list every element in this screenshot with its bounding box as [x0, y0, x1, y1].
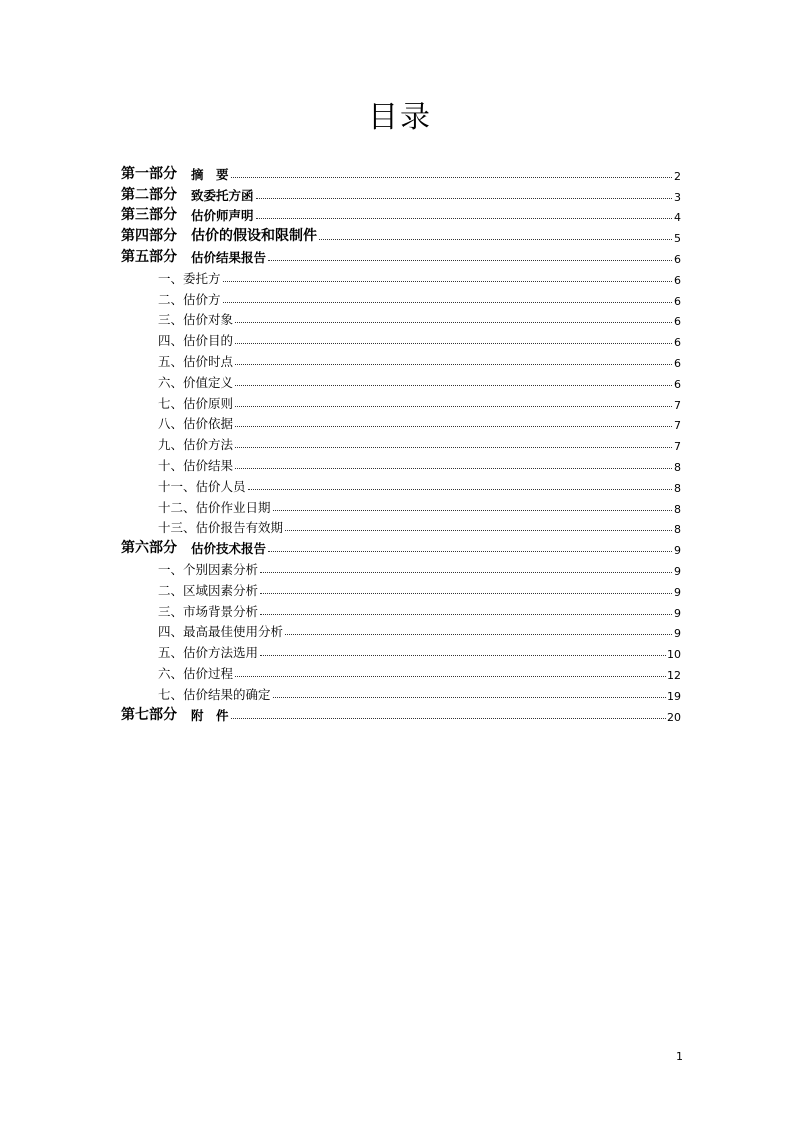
- toc-subsection-entry[interactable]: [121, 266, 681, 287]
- table-of-contents: [121, 162, 681, 724]
- toc-section-entry[interactable]: [121, 162, 681, 183]
- toc-entry-title: 估价师声明: [191, 208, 254, 224]
- dot-leader: [273, 697, 666, 698]
- toc-subsection-entry[interactable]: [121, 640, 681, 661]
- toc-page-number: 6: [674, 356, 681, 370]
- toc-subsection-entry[interactable]: [121, 682, 681, 703]
- dot-leader: [235, 385, 672, 386]
- toc-subsection-entry[interactable]: [121, 495, 681, 516]
- toc-page-number: 10: [667, 648, 681, 662]
- toc-page-number: 7: [674, 398, 681, 412]
- toc-page-number: 20: [667, 710, 681, 724]
- toc-page-number: 6: [674, 377, 681, 391]
- toc-entry-title: 七、估价原则: [158, 395, 234, 411]
- toc-entry-title: 致委托方函: [191, 187, 254, 203]
- toc-part-label: 第二部分: [121, 186, 177, 203]
- toc-page-number: 9: [674, 564, 681, 578]
- toc-subsection-entry[interactable]: [121, 557, 681, 578]
- toc-subsection-entry[interactable]: [121, 578, 681, 599]
- toc-entry-title: 四、估价目的: [158, 333, 234, 349]
- toc-subsection-entry[interactable]: [121, 412, 681, 433]
- dot-leader: [235, 426, 672, 427]
- toc-page-number: 8: [674, 481, 681, 495]
- dot-leader: [235, 406, 672, 407]
- toc-entry-title: 三、估价对象: [158, 312, 234, 328]
- toc-page-number: 2: [674, 169, 681, 183]
- toc-subsection-entry[interactable]: [121, 308, 681, 329]
- toc-page-number: 7: [674, 440, 681, 454]
- toc-section-entry[interactable]: [121, 245, 681, 266]
- toc-page-number: 8: [674, 460, 681, 474]
- toc-entry-title: 六、估价过程: [158, 665, 234, 681]
- toc-page-number: 6: [674, 273, 681, 287]
- dot-leader: [235, 322, 672, 323]
- dot-leader: [260, 614, 672, 615]
- toc-page-number: 9: [674, 544, 681, 558]
- dot-leader: [223, 281, 672, 282]
- toc-part-label: 第一部分: [121, 165, 177, 182]
- dot-leader: [235, 468, 672, 469]
- page-number: 1: [676, 1050, 683, 1063]
- toc-entry-title: 估价的假设和限制件: [191, 228, 317, 245]
- toc-entry-title: 五、估价时点: [158, 353, 234, 369]
- toc-entry-title: 十三、估价报告有效期: [158, 520, 284, 536]
- toc-subsection-entry[interactable]: [121, 432, 681, 453]
- toc-entry-title: 十、估价结果: [158, 457, 234, 473]
- toc-subsection-entry[interactable]: [121, 453, 681, 474]
- dot-leader: [268, 260, 672, 261]
- toc-page-number: 6: [674, 252, 681, 266]
- dot-leader: [273, 510, 672, 511]
- dot-leader: [268, 551, 672, 552]
- toc-page-number: 12: [667, 668, 681, 682]
- toc-entry-title: 摘 要: [191, 166, 229, 182]
- dot-leader: [256, 218, 672, 219]
- toc-part-label: 第七部分: [121, 706, 177, 723]
- toc-part-label: 第三部分: [121, 207, 177, 224]
- dot-leader: [256, 198, 672, 199]
- toc-entry-title: 估价结果报告: [191, 249, 267, 265]
- toc-section-entry[interactable]: [121, 204, 681, 225]
- toc-subsection-entry[interactable]: [121, 370, 681, 391]
- toc-subsection-entry[interactable]: [121, 328, 681, 349]
- toc-subsection-entry[interactable]: [121, 391, 681, 412]
- toc-page-number: 6: [674, 336, 681, 350]
- toc-entry-title: 五、估价方法选用: [158, 645, 259, 661]
- toc-entry-title: 三、市场背景分析: [158, 603, 259, 619]
- toc-entry-title: 二、估价方: [158, 291, 221, 307]
- dot-leader: [260, 572, 672, 573]
- toc-subsection-entry[interactable]: [121, 349, 681, 370]
- dot-leader: [285, 530, 672, 531]
- dot-leader: [248, 489, 672, 490]
- toc-part-label: 第六部分: [121, 540, 177, 557]
- toc-entry-title: 附 件: [191, 707, 229, 723]
- toc-subsection-entry[interactable]: [121, 620, 681, 641]
- toc-subsection-entry[interactable]: [121, 474, 681, 495]
- toc-subsection-entry[interactable]: [121, 516, 681, 537]
- toc-page-number: 8: [674, 502, 681, 516]
- toc-section-entry[interactable]: [121, 703, 681, 724]
- toc-section-entry[interactable]: [121, 224, 681, 245]
- toc-section-entry[interactable]: [121, 536, 681, 557]
- toc-entry-title: 十二、估价作业日期: [158, 499, 271, 515]
- toc-entry-title: 八、估价依据: [158, 416, 234, 432]
- toc-entry-title: 估价技术报告: [191, 541, 267, 557]
- dot-leader: [235, 676, 666, 677]
- toc-page-number: 4: [674, 211, 681, 225]
- toc-page-number: 6: [674, 294, 681, 308]
- toc-entry-title: 七、估价结果的确定: [158, 686, 271, 702]
- toc-page-number: 9: [674, 627, 681, 641]
- toc-section-entry[interactable]: [121, 183, 681, 204]
- toc-subsection-entry[interactable]: [121, 661, 681, 682]
- dot-leader: [231, 718, 666, 719]
- toc-entry-title: 九、估价方法: [158, 437, 234, 453]
- toc-page-number: 6: [674, 315, 681, 329]
- dot-leader: [260, 655, 666, 656]
- dot-leader: [235, 343, 672, 344]
- dot-leader: [235, 364, 672, 365]
- toc-page-number: 7: [674, 419, 681, 433]
- toc-page-number: 9: [674, 585, 681, 599]
- toc-page-number: 9: [674, 606, 681, 620]
- toc-part-label: 第五部分: [121, 248, 177, 265]
- toc-page-number: 19: [667, 689, 681, 703]
- toc-entry-title: 十一、估价人员: [158, 478, 246, 494]
- toc-page-number: 3: [674, 190, 681, 204]
- dot-leader: [223, 302, 672, 303]
- dot-leader: [260, 593, 672, 594]
- toc-part-label: 第四部分: [121, 228, 177, 245]
- toc-entry-title: 一、个别因素分析: [158, 561, 259, 577]
- dot-leader: [285, 634, 672, 635]
- toc-subsection-entry[interactable]: [121, 287, 681, 308]
- page-title: 目录: [368, 100, 432, 135]
- toc-entry-title: 六、价值定义: [158, 374, 234, 390]
- toc-page-number: 5: [674, 232, 681, 246]
- toc-entry-title: 一、委托方: [158, 270, 221, 286]
- toc-entry-title: 四、最高最佳使用分析: [158, 624, 284, 640]
- toc-entry-title: 二、区域因素分析: [158, 582, 259, 598]
- toc-subsection-entry[interactable]: [121, 599, 681, 620]
- dot-leader: [235, 447, 672, 448]
- toc-page-number: 8: [674, 523, 681, 537]
- dot-leader: [231, 177, 672, 178]
- dot-leader: [319, 239, 672, 240]
